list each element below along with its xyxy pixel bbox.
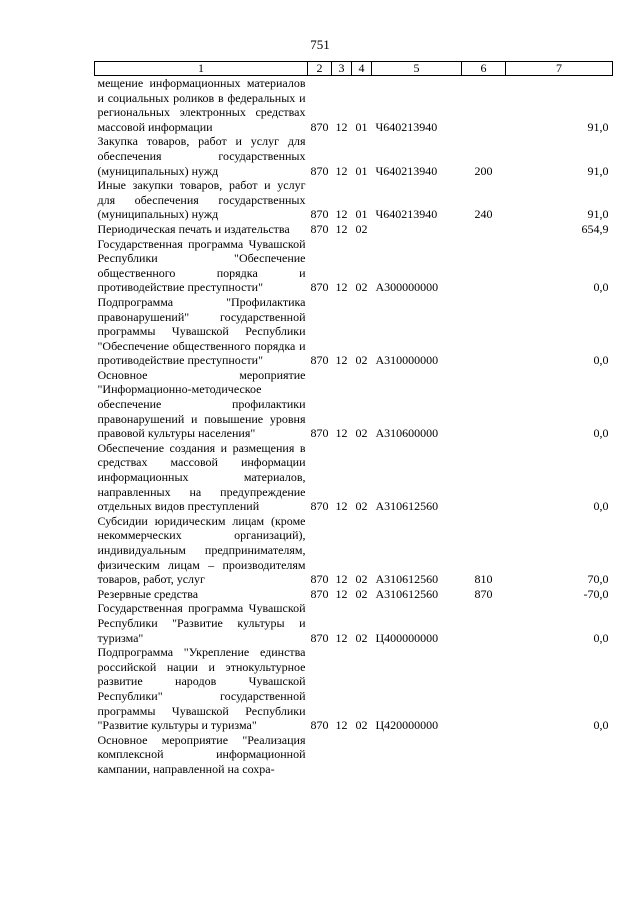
section-code-cell: 12 <box>335 119 348 134</box>
amount-cell: 70,0 <box>587 572 609 587</box>
column-header-7: 7 <box>506 62 613 76</box>
expense-type-cell <box>462 645 506 733</box>
table-row <box>95 441 613 514</box>
expense-type-cell <box>462 368 506 441</box>
amount-cell: 91,0 <box>587 207 609 222</box>
row-name-cell: Резервные средства <box>97 586 199 601</box>
table-row <box>95 601 613 645</box>
expense-type-cell <box>462 76 506 135</box>
table-body <box>95 76 613 777</box>
section-code-cell <box>332 733 352 777</box>
target-article-cell: Ч640213940 <box>375 207 438 222</box>
expense-type-cell: 240 <box>474 207 493 222</box>
row-name-cell: Закупка товаров, работ и услуг для обеспечения государственных (муниципальных) нужд <box>97 134 306 178</box>
table-row <box>95 134 613 178</box>
target-article-cell: А310612560 <box>375 572 439 587</box>
section-code-cell: 12 <box>335 630 348 645</box>
section-code-cell: 12 <box>335 499 348 514</box>
section-code-cell: 12 <box>335 163 348 178</box>
expense-type-cell: 810 <box>474 572 493 587</box>
section-code-cell: 12 <box>335 718 348 733</box>
section-code-cell: 12 <box>335 280 348 295</box>
column-header-6: 6 <box>462 62 506 76</box>
table-row <box>95 222 613 237</box>
expense-type-cell <box>462 295 506 368</box>
target-article-cell <box>372 733 462 777</box>
amount-cell: 0,0 <box>593 630 609 645</box>
row-name-cell: Основное мероприятие "Реализация комплексной информационной кампании, направленной на сохра- <box>97 732 306 776</box>
ministry-code-cell: 870 <box>310 207 329 222</box>
table-row <box>95 295 613 368</box>
subsection-code-cell: 02 <box>355 280 368 295</box>
row-name-cell: Субсидии юридическим лицам (кроме некоммерческих организаций), индивидуальным предпринимателям, физическим лицам – производителям товаров, работ, услуг <box>97 513 306 587</box>
target-article-cell: А310600000 <box>375 426 439 441</box>
subsection-code-cell: 01 <box>355 163 368 178</box>
row-name-cell: Иные закупки товаров, работ и услуг для обеспечения государственных (муниципальных) нужд <box>97 178 306 222</box>
amount-cell: 0,0 <box>593 353 609 368</box>
amount-cell <box>506 733 613 777</box>
amount-cell: 654,9 <box>581 221 609 236</box>
subsection-code-cell: 02 <box>355 353 368 368</box>
amount-cell: 0,0 <box>593 499 609 514</box>
subsection-code-cell: 02 <box>355 221 368 236</box>
subsection-code-cell: 02 <box>355 718 368 733</box>
table-row <box>95 645 613 733</box>
subsection-code-cell: 02 <box>355 499 368 514</box>
target-article-cell: Ч640213940 <box>375 119 438 134</box>
amount-cell: 0,0 <box>593 718 609 733</box>
amount-cell: 91,0 <box>587 163 609 178</box>
ministry-code-cell: 870 <box>310 221 329 236</box>
page-number: 751 <box>310 37 330 52</box>
expense-type-cell <box>462 601 506 645</box>
row-name-cell: Периодическая печать и издательства <box>97 221 290 236</box>
ministry-code-cell: 870 <box>310 572 329 587</box>
column-header-3: 3 <box>332 62 352 76</box>
table-header-row <box>95 62 613 76</box>
row-name-cell: Государственная программа Чувашской Республики "Обеспечение общественного порядка и противодействие преступности" <box>97 236 306 295</box>
ministry-code-cell: 870 <box>310 499 329 514</box>
expense-type-cell: 870 <box>474 586 493 601</box>
subsection-code-cell: 02 <box>355 586 368 601</box>
row-name-cell: мещение информационных материалов и социальных роликов в федеральных и региональных электронных средствах массовой информации <box>97 76 306 134</box>
target-article-cell: Ц420000000 <box>375 718 439 733</box>
ministry-code-cell: 870 <box>310 119 329 134</box>
amount-cell: 0,0 <box>593 426 609 441</box>
target-article-cell: А300000000 <box>375 280 439 295</box>
table-row <box>95 237 613 295</box>
ministry-code-cell <box>308 733 332 777</box>
row-name-cell: Обеспечение создания и размещения в средствах массовой информации информационных материалов, направленных на предупреждение отдельных видов преступлений <box>97 440 306 514</box>
budget-table <box>94 61 613 777</box>
row-name-cell: Государственная программа Чувашской Республики "Развитие культуры и туризма" <box>97 601 306 645</box>
table-row <box>95 76 613 135</box>
expense-type-cell <box>462 733 506 777</box>
ministry-code-cell: 870 <box>310 718 329 733</box>
table-row <box>95 587 613 602</box>
column-header-1: 1 <box>95 62 308 76</box>
expense-type-cell: 200 <box>474 163 493 178</box>
section-code-cell: 12 <box>335 586 348 601</box>
target-article-cell: Ч640213940 <box>375 163 438 178</box>
subsection-code-cell: 01 <box>355 207 368 222</box>
subsection-code-cell: 02 <box>355 572 368 587</box>
column-header-4: 4 <box>352 62 372 76</box>
ministry-code-cell: 870 <box>310 630 329 645</box>
target-article-cell: Ц400000000 <box>375 630 439 645</box>
table-row <box>95 733 613 777</box>
row-name-cell: Подпрограмма "Укрепление единства российской нации и этнокультурное развитие народов Чувашской Республики" государственной программы Чувашской Республики "Развитие культуры и туризма" <box>97 645 306 733</box>
column-header-2: 2 <box>308 62 332 76</box>
table-row <box>95 368 613 441</box>
table-row <box>95 514 613 587</box>
subsection-code-cell: 01 <box>355 119 368 134</box>
expense-type-cell <box>462 237 506 295</box>
subsection-code-cell <box>352 733 372 777</box>
section-code-cell: 12 <box>335 207 348 222</box>
ministry-code-cell: 870 <box>310 426 329 441</box>
section-code-cell: 12 <box>335 353 348 368</box>
expense-type-cell <box>462 441 506 514</box>
ministry-code-cell: 870 <box>310 280 329 295</box>
amount-cell: -70,0 <box>583 586 609 601</box>
amount-cell: 91,0 <box>587 119 609 134</box>
table-row <box>95 178 613 222</box>
row-name-cell: Подпрограмма "Профилактика правонарушений" государственной программы Чувашской Республики "Обеспечение общественного порядка и противодействие преступности" <box>97 294 306 368</box>
ministry-code-cell: 870 <box>310 163 329 178</box>
amount-cell: 0,0 <box>593 280 609 295</box>
column-header-5: 5 <box>372 62 462 76</box>
ministry-code-cell: 870 <box>310 586 329 601</box>
ministry-code-cell: 870 <box>310 353 329 368</box>
target-article-cell: А310612560 <box>375 586 439 601</box>
expense-type-cell <box>462 222 506 237</box>
subsection-code-cell: 02 <box>355 630 368 645</box>
section-code-cell: 12 <box>335 426 348 441</box>
section-code-cell: 12 <box>335 572 348 587</box>
row-name-cell: Основное мероприятие "Информационно-методическое обеспечение профилактики правонарушений и повышение уровня правовой культуры населения" <box>97 367 306 441</box>
subsection-code-cell: 02 <box>355 426 368 441</box>
section-code-cell: 12 <box>335 221 348 236</box>
target-article-cell: А310612560 <box>375 499 439 514</box>
target-article-cell: А310000000 <box>375 353 439 368</box>
target-article-cell <box>372 222 462 237</box>
